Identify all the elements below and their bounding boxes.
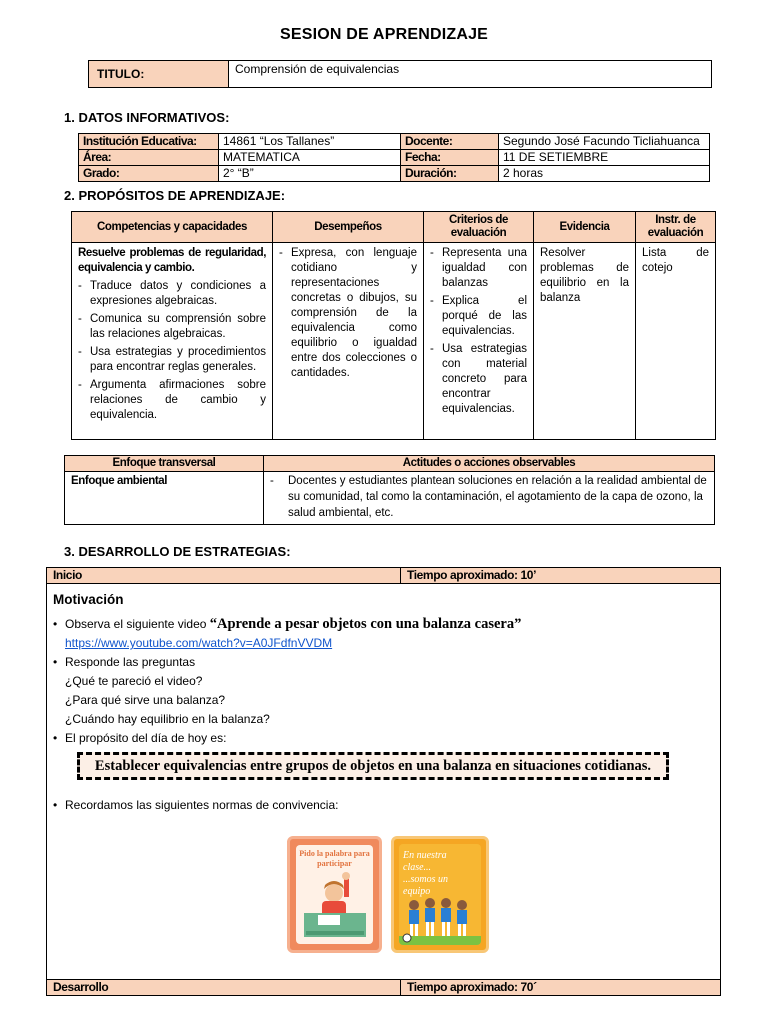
list-item: - Argumenta afirmaciones sobre relaciones de cambio y equivalencia.: [78, 378, 266, 423]
evidencia-cell: Resolver problemas de equilibrio en la balanza: [534, 243, 636, 440]
video-item: [53, 615, 714, 653]
list-item: - Traduce datos y condiciones a expresiones algebraicas.: [78, 279, 266, 309]
desempenos-cell: [273, 243, 424, 440]
titulo-value: Comprensión de equivalencias: [229, 61, 712, 88]
normas-item: [53, 796, 714, 815]
datos-table: [78, 133, 710, 182]
datos-value: Segundo José Facundo Ticliahuanca: [499, 134, 710, 150]
poster-pido-palabra: [287, 836, 382, 953]
datos-value: 11 DE SETIEMBRE: [499, 150, 710, 166]
video-link[interactable]: https://www.youtube.com/watch?v=A0JFdfnVVDM: [65, 636, 333, 650]
datos-value: 14861 “Los Tallanes”: [219, 134, 401, 150]
desarrollo-heading: 3. DESARROLLO DE ESTRATEGIAS:: [64, 544, 291, 559]
enfoque-table: [64, 455, 715, 525]
enfoque-accion: - Docentes y estudiantes plantean soluciones en relación a la realidad ambiental de su comunidad, tal como la contaminación, el agotamiento de la capa de ozono, la salud ambiental, etc.: [270, 473, 708, 521]
col-header: Criterios de evaluación: [424, 212, 534, 243]
pregunta: ¿Cuándo hay equilibrio en la balanza?: [65, 712, 270, 726]
proposito-item: [53, 729, 714, 748]
list-item: - Comunica su comprensión sobre las relaciones algebraicas.: [78, 312, 266, 342]
pregunta: ¿Para qué sirve una balanza?: [65, 693, 226, 707]
col-header: Competencias y capacidades: [72, 212, 273, 243]
desarrollo-label: Desarrollo: [47, 980, 401, 996]
col-header: Enfoque transversal: [65, 456, 264, 472]
poster1-text: Pido la palabra para participar: [299, 849, 370, 868]
video-title: “Aprende a pesar objetos con una balanza casera”: [209, 616, 522, 632]
video-intro: Observa el siguiente video: [65, 617, 210, 631]
col-header: Actitudes o acciones observables: [264, 456, 715, 472]
datos-key: Fecha:: [401, 150, 499, 166]
proposito-box: Establecer equivalencias entre grupos de objetos en una balanza en situaciones cotidianas.: [77, 752, 669, 780]
proposito-intro: El propósito del día de hoy es:: [65, 731, 227, 745]
list-item: - Usa estrategias y procedimientos para encontrar reglas generales.: [78, 345, 266, 375]
col-header: Instr. de evaluación: [636, 212, 716, 243]
inicio-label: Inicio: [47, 568, 401, 584]
datos-row: [79, 150, 710, 166]
pregunta: ¿Qué te pareció el video?: [65, 674, 203, 688]
preguntas-intro: Responde las preguntas: [65, 655, 196, 669]
motivacion-heading: Motivación: [53, 592, 124, 607]
instrumento-cell: Lista de cotejo: [636, 243, 716, 440]
inicio-body: [47, 584, 721, 980]
datos-row: [79, 134, 710, 150]
datos-key: Duración:: [401, 166, 499, 182]
col-header: Desempeños: [273, 212, 424, 243]
datos-row: [79, 166, 710, 182]
desempeno-text: - Expresa, con lenguaje cotidiano y representaciones concretas o dibujos, su comprensión de la equivalencia como equilibrio o igualdad entre dos colecciones o cantidades.: [279, 246, 417, 381]
competencias-cell: [72, 243, 273, 440]
datos-key: Área:: [79, 150, 219, 166]
datos-key: Docente:: [401, 134, 499, 150]
capacidades-list: [78, 279, 266, 423]
competencia-text: Resuelve problemas de regularidad, equivalencia y cambio.: [78, 247, 266, 274]
datos-value: MATEMATICA: [219, 150, 401, 166]
datos-value: 2 horas: [499, 166, 710, 182]
criterios-cell: [424, 243, 534, 440]
enfoque-nombre: Enfoque ambiental: [65, 472, 264, 525]
datos-value: 2° “B”: [219, 166, 401, 182]
titulo-table: [88, 60, 712, 88]
titulo-label: TITULO:: [89, 61, 229, 88]
list-item: - Explica el porqué de las equivalencias.: [430, 294, 527, 339]
col-header: Evidencia: [534, 212, 636, 243]
page-title: SESION DE APRENDIZAJE: [279, 26, 489, 43]
list-item: - Usa estrategias con material concreto para encontrar equivalencias.: [430, 342, 527, 417]
list-item: - Representa una igualdad con balanzas: [430, 246, 527, 291]
datos-key: Institución Educativa:: [79, 134, 219, 150]
poster2-text: En nuestra clase... ...somos un equipo: [403, 850, 449, 897]
propositos-heading: 2. PROPÓSITOS DE APRENDIZAJE:: [64, 188, 286, 203]
enfoque-accion-cell: [264, 472, 715, 525]
preguntas-item: [53, 653, 714, 729]
normas-intro: Recordamos las siguientes normas de convivencia:: [65, 798, 339, 812]
team-players-icon: [399, 896, 481, 945]
datos-key: Grado:: [79, 166, 219, 182]
poster-somos-equipo: [391, 836, 489, 953]
desarrollo-table: [46, 567, 721, 996]
desarrollo-tiempo: Tiempo aproximado: 70´: [401, 980, 721, 996]
propositos-table: [71, 211, 716, 440]
datos-heading: 1. DATOS INFORMATIVOS:: [64, 110, 230, 125]
inicio-tiempo: Tiempo aproximado: 10’: [401, 568, 721, 584]
student-raising-hand-icon: [296, 871, 373, 941]
